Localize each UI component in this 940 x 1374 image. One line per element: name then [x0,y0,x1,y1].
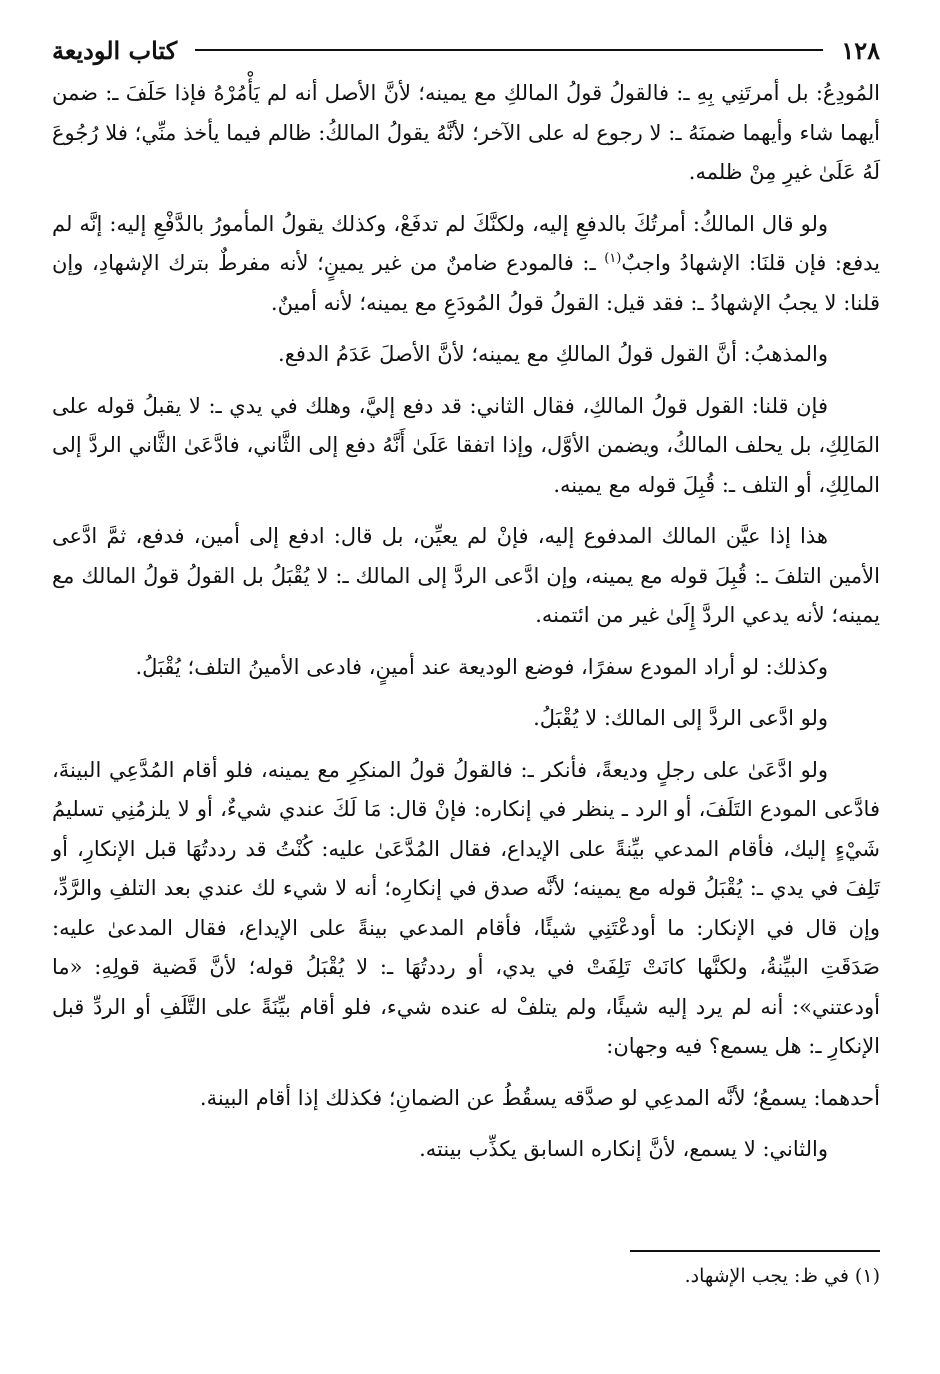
footnote: (١) في ظ: يجب الإشهاد. [684,1265,880,1287]
paragraph: فإن قلنا: القول قولُ المالكِ، فقال الثاني: قد دفع إليَّ، وهلك في يدي ـ: لا يقبلُ قوله على المَالِكِ، بل يحلف المالكُ، ويضمن الأوَّل، وإذا اتفقا عَلَىٰ أَنَّهُ دفع إلى الثَّاني، فادَّعَىٰ الثَّاني الردَّ إلى المالِكِ، أو التلف ـ: قُبِلَ قوله مع يمينه. [52,393,880,497]
paragraph: والثاني: لا يسمع، لأنَّ إنكاره السابق يكذِّب بينته. [419,1137,828,1161]
page-header [52,30,880,70]
paragraph: ولو ادَّعَىٰ على رجلٍ وديعةً، فأنكر ـ: فالقولُ قولُ المنكِرِ مع يمينه، فلو أقام المُدَّعِي البينةَ، فادَّعى المودع التَلَفَ، أو الرد ـ ينظر في إنكاره: فإنْ قال: مَا لَكَ عندي شيءٌ، أو لا يلزمُنِي تسليمُ شَيْءٍ إليك، فأقام المدعي بيِّنةً على الإيداع، فقال المُدَّعَىٰ عليه: كُنْتُ قد رددتُهَا قبل الإنكارِ، أو تَلِفَ في يدي ـ: يُقْبَلُ قوله مع يمينه؛ لأنَّه صدق في إنكارِه؛ أنه لا شيء لك عندي بعد التلفِ والرَّدِّ، وإن قال في الإنكار: ما أودعْتَنِي شيئًا، فأقام المدعي بينةً على الإيداع، فقال المدعىٰ عليه: صَدَقَتِ البيِّنةُ، ولكنَّها كانَتْ تَلِفَتْ في يدي، أو رددتُهَا ـ: لا يُقْبَلُ قوله؛ لأنَّ قَضية قولِهِ: «ما أودعتني»: أنه لم يرد إليه شيئًا، ولم يتلفْ له عنده شيء، فلو أقام بيِّنَةً على التَّلَفِ أو الردِّ قبل الإنكارِ ـ: هل يسمع؟ فيه وجهان: [52,757,880,1058]
footnote-rule [630,1250,880,1252]
chapter-title: كتاب الوديعة [52,35,178,65]
page-number: ١٢٨ [841,35,880,65]
footnote-marker: (١) [604,251,622,266]
paragraph: المُودِعُ: بل أمرتَنِي بِهِ ـ: فالقولُ قولُ المالكِ مع يمينه؛ لأنَّ الأصل أنه لم يَأْمُرْهُ فإذا حَلَفَ ـ: ضمن أيهما شاء وأيهما ضمنَهُ ـ: لا رجوع له على الآخر؛ لأنَّهُ يقولُ المالكُ: ظالم فيما يأخذ منِّي؛ فلا رُجُوعَ لَهُ عَلَىٰ غيرِ مِنْ ظلمه. [52,81,880,184]
main-text [52,74,880,1182]
header-rule [195,49,823,51]
paragraph: ولو ادَّعى الردَّ إلى المالك: لا يُقْبَلُ. [533,706,828,730]
paragraph: أحدهما: يسمعُ؛ لأنَّه المدعِي لو صدَّقه يسقُطُ عن الضمانِ؛ فكذلك إذا أقام البينة. [199,1085,880,1110]
paragraph: هذا إذا عيَّن المالك المدفوع إليه، فإنْ لم يعيِّن، بل قال: ادفع إلى أمين، فدفع، ثمَّ ادَّعى الأمين التلفَ ـ: قُبِلَ قوله مع يمينه، وإن ادَّعى الردَّ إلى المالك ـ: لا يُقْبَلُ بل القولُ قولُ المالك مع يمينه؛ لأنه يدعي الردَّ إِلَىٰ غير من ائتمنه. [52,524,880,627]
paragraph-text-continued: ـ: فالمودع ضامنٌ من غير يمينٍ؛ لأنه مفرطٌ بترك الإشهادِ، وإن قلنا: لا يجبُ الإشهادُ ـ: فقد قيل: القولُ قولُ المُودَعِ مع يمينه؛ لأنه أمينٌ. [52,251,880,315]
paragraph-text: ولو قال المالكُ: أمرتُكَ بالدفعِ إليه، ولكنَّكَ لم تدفَعْ، وكذلك يقولُ المأمورُ بالدَّفْعِ إليه: إنَّه لم يدفع: فإن قلنَا: الإشهادُ واجبٌ [52,211,881,275]
paragraph: والمذهبُ: أنَّ القول قولُ المالكِ مع يمينه؛ لأنَّ الأصلَ عَدَمُ الدفع. [278,342,828,366]
paragraph: وكذلك: لو أراد المودع سفرًا، فوضع الوديعة عند أمينٍ، فادعى الأمينُ التلف؛ يُقْبَلُ. [135,654,828,679]
paragraph [52,205,880,324]
